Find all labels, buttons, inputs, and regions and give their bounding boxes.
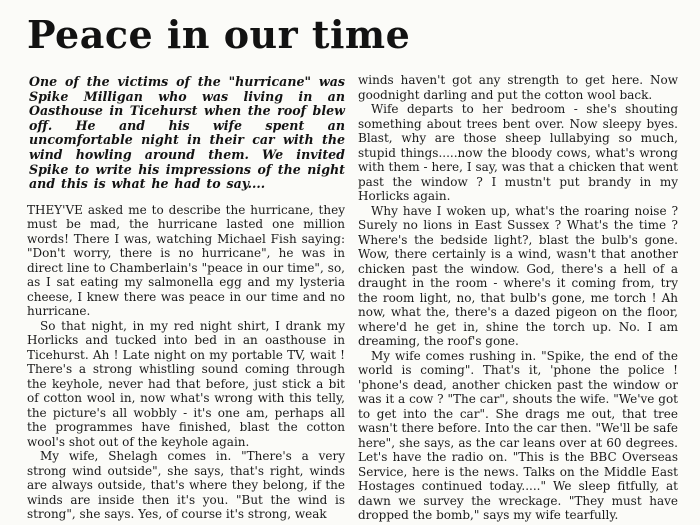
right-paragraph-1: winds haven't got any strength to get here. Now goodnight darling and put the cotton wool back. [358, 73, 678, 102]
left-paragraph-3: My wife, Shelagh comes in. "There's a very strong wind outside", she says, that's right, winds are always outside, that's where they belong, if the winds are inside then it's you. "But the wind is strong", she says. Yes, of course it's strong, weak [27, 449, 345, 522]
right-paragraph-3: Why have I woken up, what's the roaring noise ? Surely no lions in East Sussex ? What's the time ? Where's the bedside light?, blast the bulb's gone. Wow, there certainly is a wind, wasn't that another chicken past the window. God, there's a hell of a draught in the room - where's it coming from, try the room light, no, that bulb's gone, me torch ! Ah now, what the, there's a dazed pigeon on the floor, where'd he get in, shine the torch up. No. I am dreaming, the roof's gone. [358, 203, 678, 348]
intro-paragraph: One of the victims of the "hurricane" was Spike Milligan who was living in an Oasthouse in Ticehurst when the roof blew off. He and his wife spent an uncomfortable night in their car with the wind howling around them. We invited Spike to write his impressions of the night and this is what he had to say.... [29, 74, 345, 192]
left-paragraph-1: THEY'VE asked me to describe the hurricane, they must be mad, the hurricane lasted one million words! There I was, watching Michael Fish saying: "Don't worry, there is no hurricane", he was in direct line to Chamberlain's "peace in our time", so, as I sat eating my salmonella egg and my lysteria cheese, I knew there was peace in our time and no hurricane. [27, 202, 345, 319]
page-title: Peace in our time [27, 12, 411, 57]
right-paragraph-2: Wife departs to her bedroom - she's shouting something about trees bent over. Now sleepy byes. Blast, why are those sheep lullabying so much, stupid things.....now the bloody cows, what's wrong with them - here, I say, was that a chicken that went past the window ? I mustn't put brandy in my Horlicks again. [358, 102, 678, 203]
left-column [27, 73, 345, 522]
left-paragraph-2: So that night, in my red night shirt, I drank my Horlicks and tucked into bed in an oasthouse in Ticehurst. Ah ! Late night on my portable TV, wait ! There's a strong whistling sound coming through the keyhole, never had that before, just stick a bit of cotton wool in, now what's wrong with this telly, the picture's all wobbly - it's one am, perhaps all the programmes have finished, blast the cotton wool's shot out of the keyhole again. [27, 318, 345, 449]
right-column [358, 73, 678, 523]
right-paragraph-4: My wife comes rushing in. "Spike, the end of the world is coming". That's it, 'phone the police ! 'phone's dead, another chicken past the window or was it a cow ? "The car", shouts the wife. "We've got to get into the car". She drags me out, that tree wasn't there before. Into the car then. "We'll be safe here", she says, as the car leans over at 60 degrees. Let's have the radio on. "This is the BBC Overseas Service, here is the news. Talks on the Middle East Hostages continued today....." We sleep fitfully, at dawn we survey the wreckage. "They must have dropped the bomb," says my wife tearfully. [358, 348, 678, 522]
article-columns [27, 73, 678, 523]
